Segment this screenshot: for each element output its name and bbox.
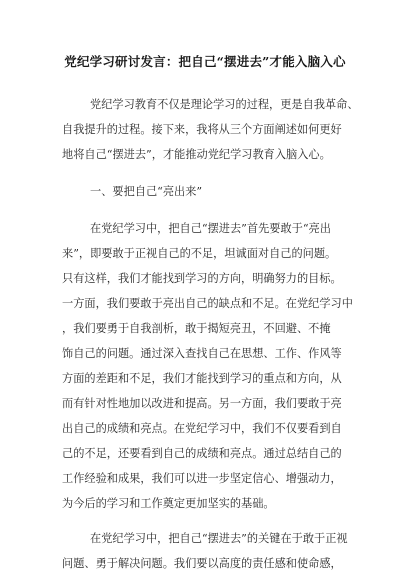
paragraph-line: 在党纪学习中，把自己“摆进去”的关键在于敢于正视 xyxy=(90,532,348,545)
paragraph-line: 方面的差距和不足，我们才能找到学习的重点和方向，从 xyxy=(62,372,342,385)
paragraph-line: 只有这样，我们才能找到学习的方向，明确努力的目标。 xyxy=(62,272,342,285)
section-heading: 一、要把自己“亮出来” xyxy=(90,185,203,198)
paragraph-line: 工作经验和成果，我们可以进一步坚定信心、增强动力， xyxy=(62,472,342,485)
paragraph-line: ，我们要勇于自我剖析，敢于揭短亮丑，不回避、不掩 xyxy=(62,322,331,335)
paragraph-line: 地将自己“摆进去”，才能推动党纪学习教育入脑入心。 xyxy=(62,148,331,161)
paragraph-line: 而有针对性地加以改进和提高。另一方面，我们要敢于亮 xyxy=(62,397,342,410)
paragraph-line: 在党纪学习中，把自己“摆进去”首先要敢于“亮出 xyxy=(90,222,331,235)
paragraph-line: 一方面，我们要敢于亮出自己的缺点和不足。在党纪学习中 xyxy=(62,297,353,310)
document-title: 党纪学习研讨发言：把自己“摆进去”才能入脑入心 xyxy=(64,54,346,69)
paragraph-line: 来”，即要敢于正视自己的不足，坦诚面对自己的问题。 xyxy=(62,247,337,260)
paragraph-line: 自我提升的过程。接下来，我将从三个方面阐述如何更好 xyxy=(62,123,342,136)
paragraph-line: 为今后的学习和工作奠定更加坚实的基础。 xyxy=(62,497,275,510)
paragraph-line: 问题、勇于解决问题。我们要以高度的责任感和使命感， xyxy=(62,557,342,570)
paragraph-line: 饰自己的问题。通过深入查找自己在思想、工作、作风等 xyxy=(62,347,342,360)
paragraph-line: 党纪学习教育不仅是理论学习的过程，更是自我革命、 xyxy=(90,98,359,111)
paragraph-line: 己的不足，还要看到自己的成绩和亮点。通过总结自己的 xyxy=(62,447,342,460)
paragraph-line: 出自己的成绩和亮点。在党纪学习中，我们不仅要看到自 xyxy=(62,422,342,435)
